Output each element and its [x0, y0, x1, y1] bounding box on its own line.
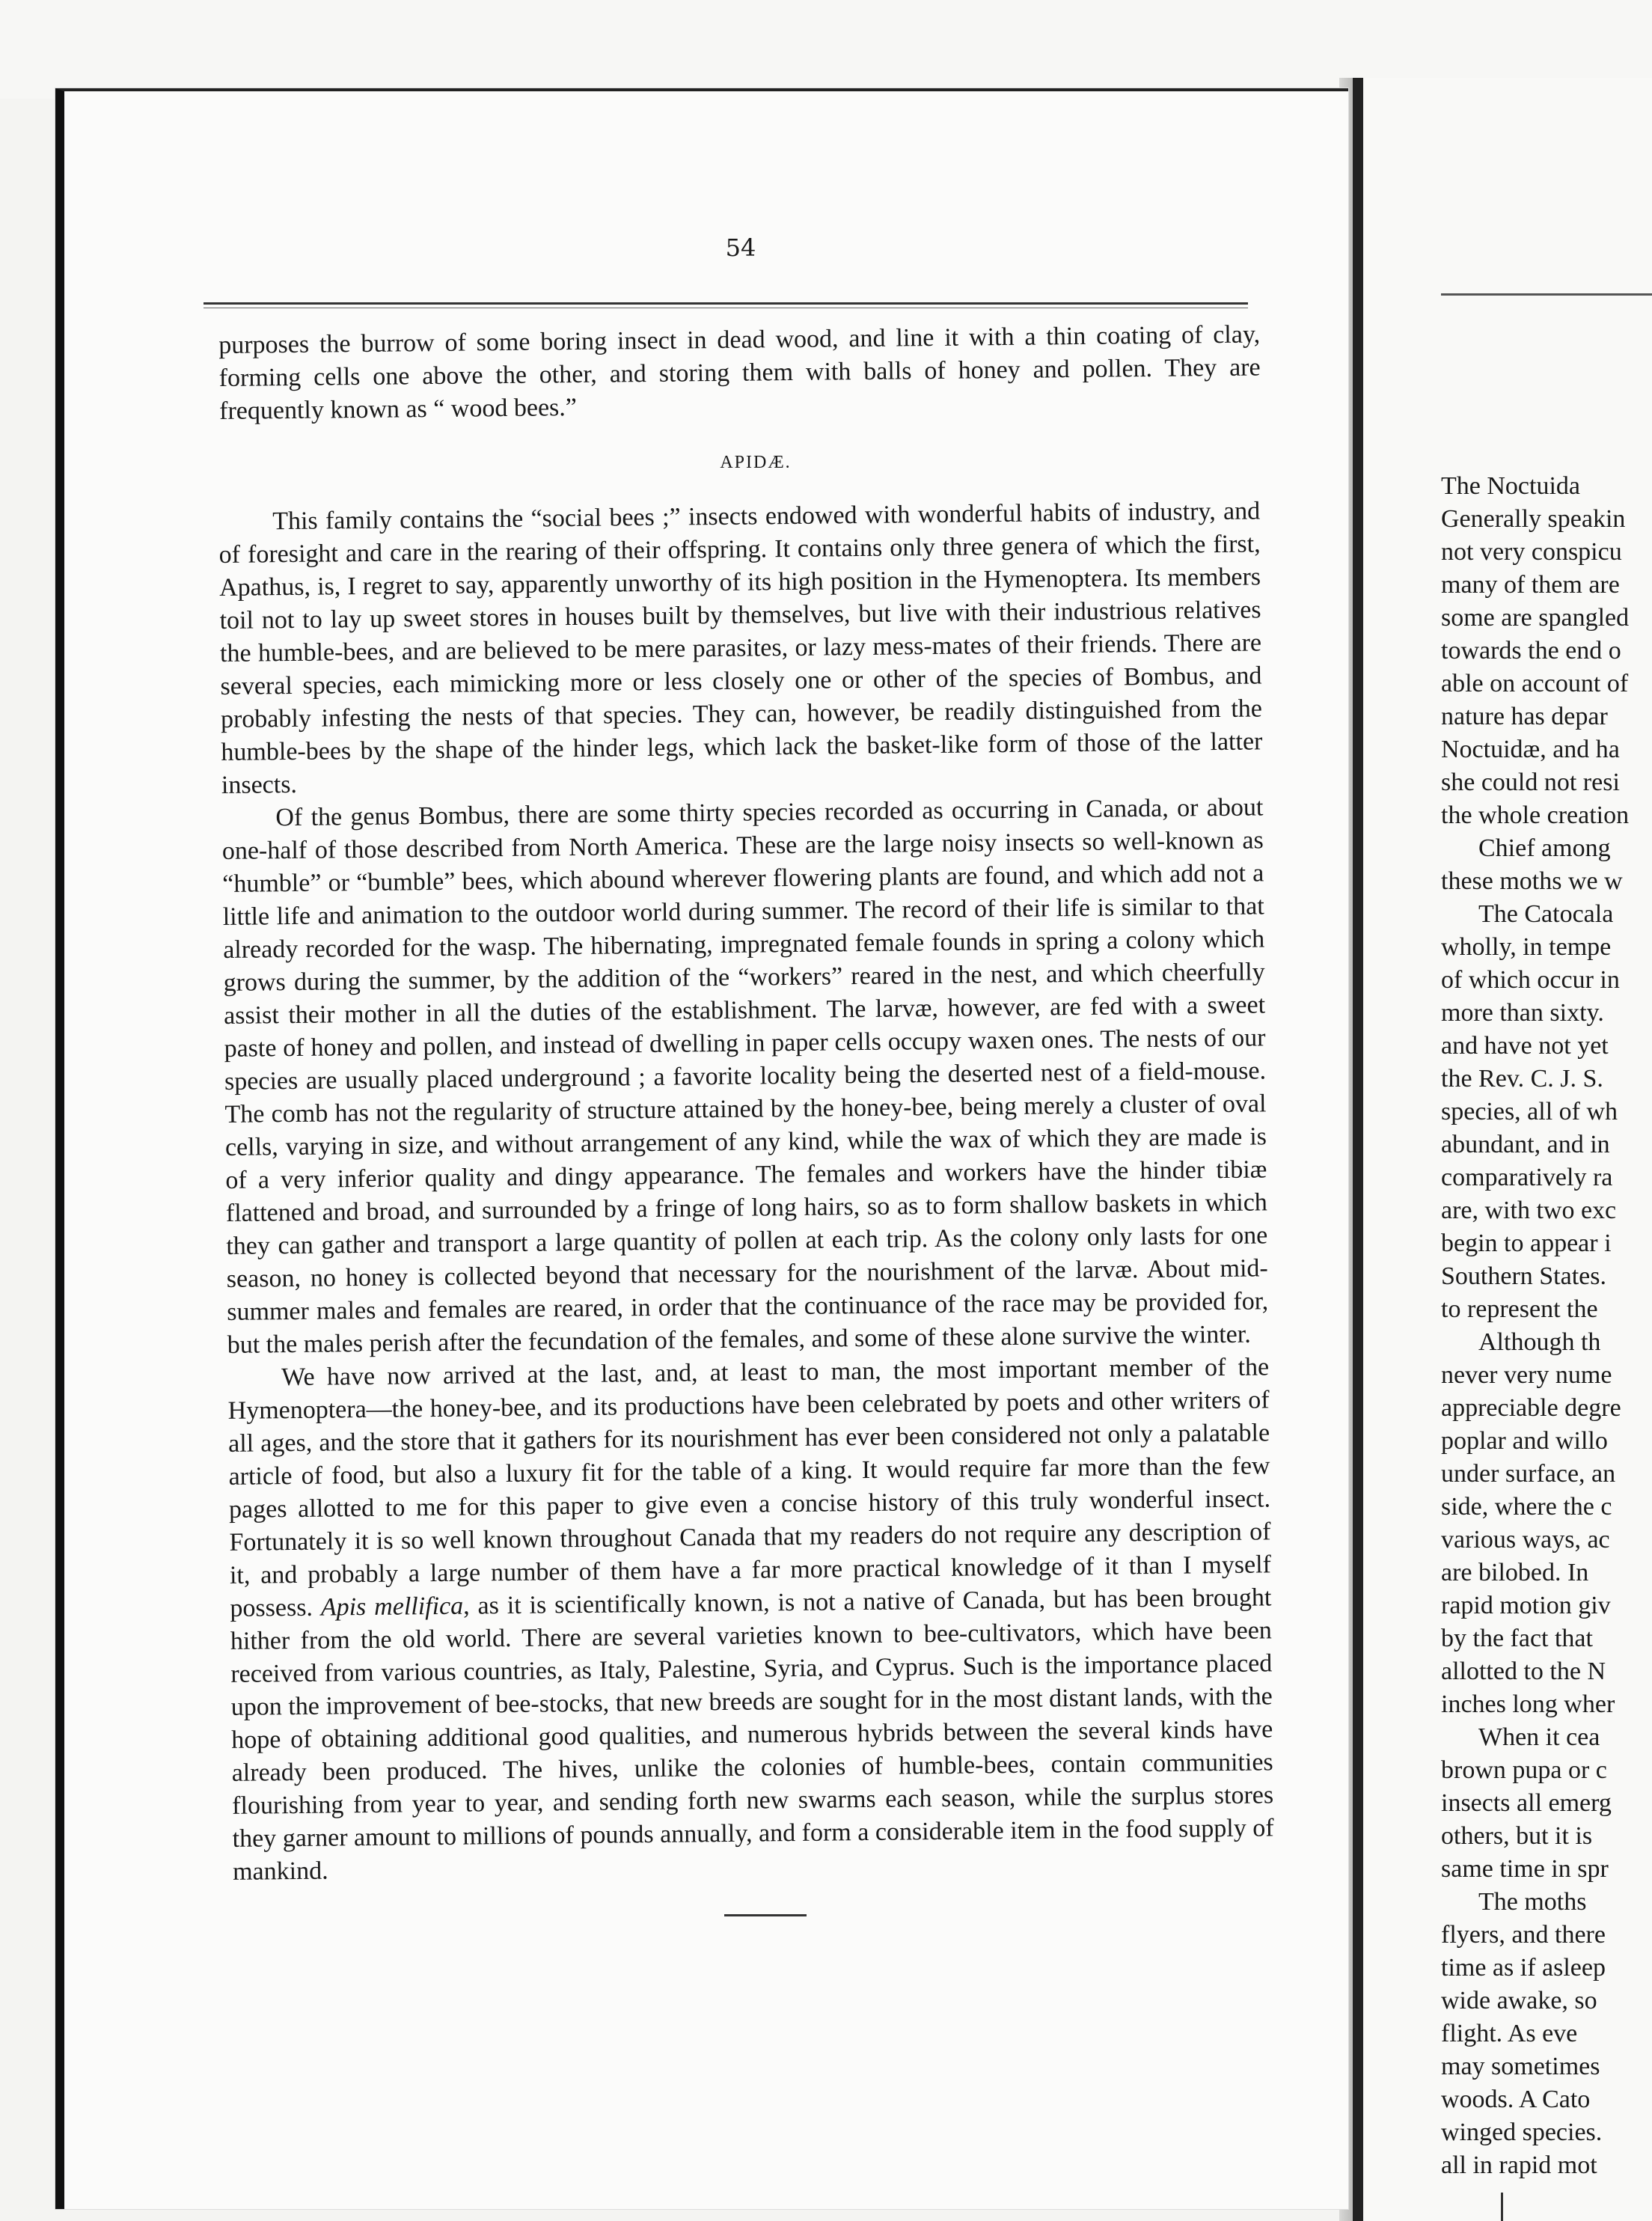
right-page-line: are, with two exc	[1441, 1197, 1617, 1224]
apidae-section	[218, 495, 1274, 1888]
page-number: 54	[725, 233, 756, 262]
right-page-line: winged species.	[1441, 2118, 1603, 2146]
right-page-line: side, where the c	[1441, 1493, 1612, 1521]
scan-mark	[1501, 2193, 1503, 2221]
right-page-line: under surface, an	[1441, 1460, 1616, 1488]
right-page-line: the whole creation	[1441, 801, 1630, 829]
right-page-line: woods. A Cato	[1441, 2086, 1591, 2113]
right-page-line: begin to appear i	[1441, 1229, 1612, 1257]
section-end-rule	[724, 1914, 807, 1916]
right-page-line: some are spangled	[1441, 604, 1630, 632]
right-header-rule	[1441, 293, 1652, 296]
species-name-apis: Apis mellifica	[320, 1592, 464, 1622]
right-page-line: flight. As eve	[1441, 2020, 1578, 2047]
right-page-line: Southern States.	[1441, 1262, 1606, 1290]
right-page-line: of which occur in	[1441, 966, 1620, 994]
right-page-line: many of them are	[1441, 571, 1620, 599]
right-page-line: The moths	[1478, 1888, 1587, 1916]
right-page-line: all in rapid mot	[1441, 2151, 1597, 2179]
right-page-line: may sometimes	[1441, 2053, 1600, 2080]
right-page-line: towards the end o	[1441, 637, 1621, 665]
right-page-line: and have not yet	[1441, 1032, 1609, 1060]
right-page-line: by the fact that	[1441, 1625, 1593, 1652]
right-page-line: nature has depar	[1441, 703, 1608, 730]
paragraph-apidae-intro: This family contains the “social bees ;” insects endowed with wonderful habits of industry, and of foresight and care in the rearing of their offspring. It contains only three genera of which the first, Apathus, is, I regret to say, apparently unworthy of its high position in the Hymenoptera. Its members toil not to lay up sweet stores in houses built by themselves, but live with their industrious relatives the humble-bees, and are believed to be mere parasites, or lazy mess-mates of their friends. There are several species, each mimicking more or less closely one or other of the species of Bombus, and probably infesting the nests of that species. They can, however, be readily distinguished from the humble-bees by the shape of the hinder legs, which lack the basket-like form of those of the latter insects.	[218, 497, 1263, 799]
right-page-line: the Rev. C. J. S.	[1441, 1065, 1603, 1093]
right-page-line: never very nume	[1441, 1361, 1612, 1389]
right-page-line: time as if asleep	[1441, 1954, 1606, 1982]
right-page-line: Although th	[1478, 1328, 1601, 1356]
continued-paragraph-block	[218, 318, 1261, 428]
right-page-line: comparatively ra	[1441, 1164, 1613, 1191]
right-page-line: are bilobed. In	[1441, 1559, 1589, 1586]
right-page-line: The Catocala	[1478, 900, 1614, 928]
paragraph-honey-bee	[227, 1351, 1274, 1889]
header-rule	[204, 302, 1248, 305]
right-page-line: Chief among	[1478, 834, 1611, 862]
right-page-line: to represent the	[1441, 1295, 1598, 1323]
right-page-text	[1441, 470, 1652, 2182]
right-page-line: Noctuidæ, and ha	[1441, 736, 1620, 763]
right-page-line: inches long wher	[1441, 1690, 1615, 1718]
section-heading: APIDÆ.	[720, 453, 792, 472]
right-page-line: wholly, in tempe	[1441, 933, 1612, 961]
right-page-line: species, all of wh	[1441, 1098, 1618, 1125]
right-page-line: more than sixty.	[1441, 999, 1604, 1027]
right-page-line: allotted to the N	[1441, 1658, 1606, 1685]
paragraph-honey-bee-text: We have now arrived at the last, and, at least to man, the most important member of the Hymenoptera—the honey-bee, and its productions have been celebrated by poets and other writers of all ages, and the store that it gathers for its nourishment has ever been considered not only a palatable article of food, but also a luxury fit for the table of a king. It would require far more than the few pages allotted to me for this paper to give even a concise history of this truly wonderful insect. Fortunately it is so well known throughout Canada that my readers do not require any description of it, and probably a large number of them have a far more practical knowledge of it than I myself possess.	[227, 1353, 1272, 1622]
right-page-line: wide awake, so	[1441, 1987, 1597, 2014]
right-page-line: poplar and willo	[1441, 1427, 1608, 1455]
paragraph-bombus: Of the genus Bombus, there are some thirty species recorded as occurring in Canada, or about one-half of those described from North America. These are the large noisy insects so well-known as “humble” or “bumble” bees, which abound wherever flowering plants are found, and which add not a little life and animation to the outdoor world during summer. The record of their life is similar to that already recorded for the wasp. The hibernating, impregnated female founds in spring a colony which grows during the summer, by the addition of the “workers” reared in the nest, and which cheerfully assist their mother in all the duties of the establishment. The larvæ, however, are fed with a sweet paste of honey and pollen, and instead of dwelling in paper cells occupy waxen ones. The nests of our species are usually placed underground ; a favorite locality being the deserted nest of a field-mouse. The comb has not the regularity of structure attained by the honey-bee, being merely a cluster of oval cells, varying in size, and without arrangement of any kind, while the wax of which they are made is of a very inferior quality and dingy appearance. The females and workers have the hinder tibiæ flattened and broad, and surrounded by a fringe of long hairs, so as to form shallow baskets in which they can gather and transport a large quantity of pollen at each trip. As the colony only lasts for one season, no honey is collected beyond that necessary for the nourishment of the larvæ. About mid-summer males and females are reared, in order that the continuance of the race may be provided for, but the males perish after the fecundation of the females, and some of these alone survive the winter.	[221, 793, 1269, 1359]
right-page-line: insects all emerg	[1441, 1789, 1612, 1817]
paragraph-continued: purposes the burrow of some boring insect in dead wood, and line it with a thin coating of clay, forming cells one above the other, and storing them with balls of honey and pollen. They are frequently known as “ wood bees.”	[218, 320, 1261, 425]
right-page-line: rapid motion giv	[1441, 1592, 1611, 1619]
right-page-line: able on account of	[1441, 670, 1629, 697]
right-page-line: same time in spr	[1441, 1855, 1609, 1883]
right-page-line: not very conspicu	[1441, 538, 1622, 566]
right-page-line: others, but it is	[1441, 1822, 1593, 1850]
right-page-line: these moths we w	[1441, 867, 1623, 895]
right-page-line: she could not resi	[1441, 769, 1620, 796]
right-page-line: flyers, and there	[1441, 1921, 1606, 1949]
right-page-line: The Noctuida	[1441, 472, 1580, 500]
right-page-line: Generally speakin	[1441, 505, 1626, 533]
right-page-line: appreciable degre	[1441, 1394, 1621, 1422]
right-page-line: abundant, and in	[1441, 1131, 1610, 1158]
right-page-line: When it cea	[1478, 1723, 1600, 1751]
right-page-line: various ways, ac	[1441, 1526, 1610, 1554]
right-page-line: brown pupa or c	[1441, 1756, 1607, 1784]
paragraph-honey-bee-continued: , as it is scientifically known, is not a native of Canada, but has been brought hither from the old world. There are several varieties known to bee-cultivators, which have been received from various countries, as Italy, Palestine, Syria, and Cyprus. Such is the importance placed upon the improvement of bee-stocks, that new breeds are sought for in the most distant lands, with the hope of obtaining additional good qualities, and numerous hybrids between the several kinds have already been produced. The hives, unlike the colonies of humble-bees, contain communities flourishing from year to year, and sending forth new swarms each season, while the surplus stores they garner amount to millions of pounds annually, and form a considerable item in the food supply of mankind.	[230, 1583, 1274, 1886]
